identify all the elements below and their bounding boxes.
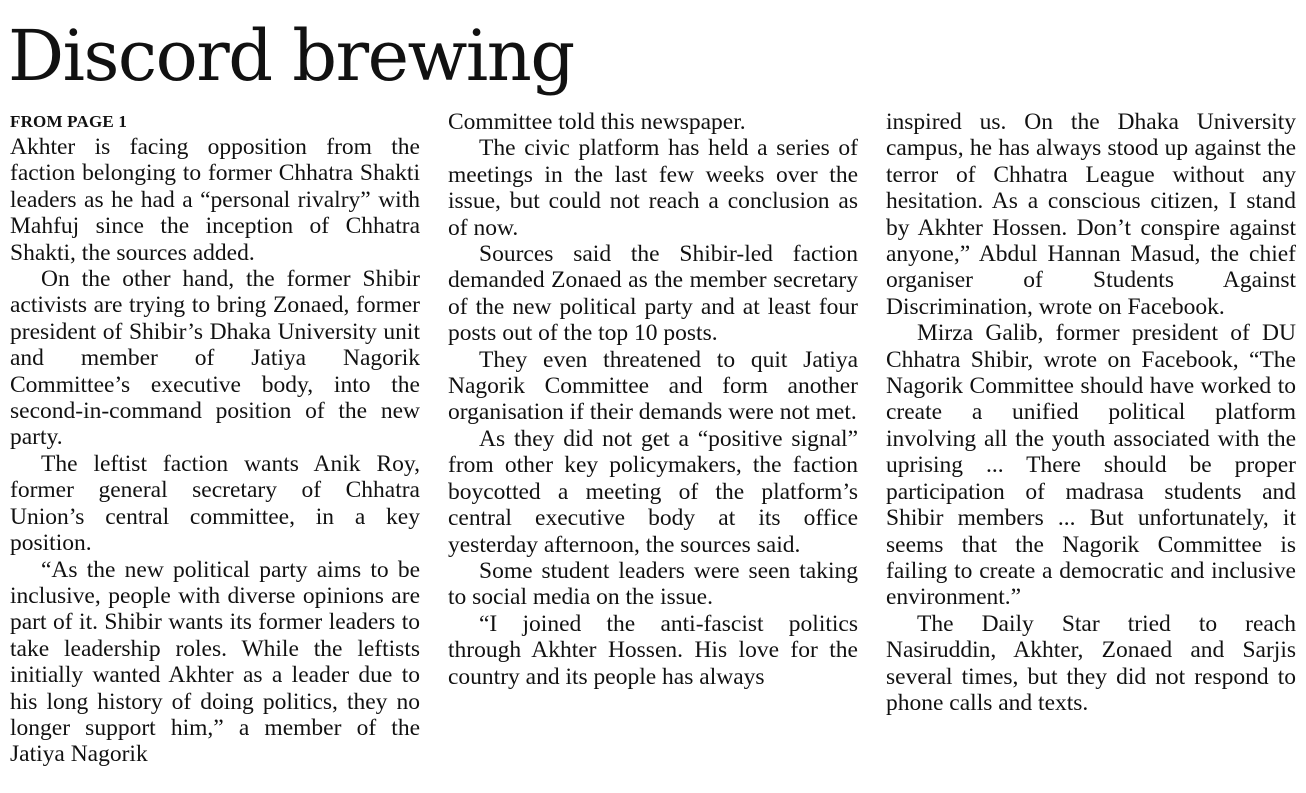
- paragraph: Some student leaders were seen taking to social media on the issue.: [448, 557, 858, 611]
- headline: Discord brewing: [8, 15, 574, 97]
- paragraph: Akhter is facing opposition from the faction belonging to former Chhatra Shakti leaders as he had a “personal rivalry” with Mahfuj since the inception of Chhatra Shakti, the sources added.: [10, 134, 420, 266]
- paragraph: The civic platform has held a series of meetings in the last few weeks over the issue, but could not reach a conclusion as of now.: [448, 135, 858, 241]
- paragraph: As they did not get a “positive signal” from other key policymakers, the faction boycotted a meeting of the platform’s central executive body at its office yesterday afternoon, the sources said.: [448, 425, 858, 558]
- paragraph: The Daily Star tried to reach Nasiruddin, Akhter, Zonaed and Sarjis several times, but they did not respond to phone calls and texts.: [886, 610, 1296, 716]
- paragraph: “I joined the anti-fascist politics through Akhter Hossen. His love for the country and its people has always: [448, 610, 858, 690]
- paragraph: “As the new political party aims to be inclusive, people with diverse opinions are part of it. Shibir wants its former leaders to take leadership roles. While the leftists initially wanted Akhter as a leader due to his long history of doing politics, they no longer support him,” a member of the Jatiya Nagorik: [10, 556, 420, 768]
- paragraph: The leftist faction wants Anik Roy, former general secretary of Chhatra Union’s central committee, in a key position.: [10, 450, 420, 557]
- article-column-2: [448, 109, 858, 690]
- article-column-3: [886, 109, 1296, 716]
- paragraph: Committee told this newspaper.: [448, 109, 746, 135]
- paragraph: Sources said the Shibir-led faction demanded Zonaed as the member secretary of the new political party and at least four posts out of the top 10 posts.: [448, 241, 858, 347]
- paragraph: On the other hand, the former Shibir activists are trying to bring Zonaed, former president of Shibir’s Dhaka University unit and member of Jatiya Nagorik Committee’s executive body, into the second-in-command position of the new party.: [10, 266, 420, 451]
- article-column-1: [10, 109, 420, 768]
- paragraph: inspired us. On the Dhaka University campus, he has always stood up against the terror of Chhatra League without any hesitation. As a conscious citizen, I stand by Akhter Hossen. Don’t conspire against anyone,” Abdul Hannan Masud, the chief organiser of Students Against Discrimination, wrote on Facebook.: [886, 109, 1296, 320]
- paragraph: They even threatened to quit Jatiya Nagorik Committee and form another organisation if their demands were not met.: [448, 346, 858, 426]
- paragraph: Mirza Galib, former president of DU Chhatra Shibir, wrote on Facebook, “The Nagorik Committee should have worked to create a unified political platform involving all the youth associated with the uprising ... There should be proper participation of madrasa students and Shibir members ... But unfortunately, it seems that the Nagorik Committee is failing to create a democratic and inclusive environment.”: [886, 320, 1296, 611]
- continuation-kicker: FROM PAGE 1: [10, 112, 128, 131]
